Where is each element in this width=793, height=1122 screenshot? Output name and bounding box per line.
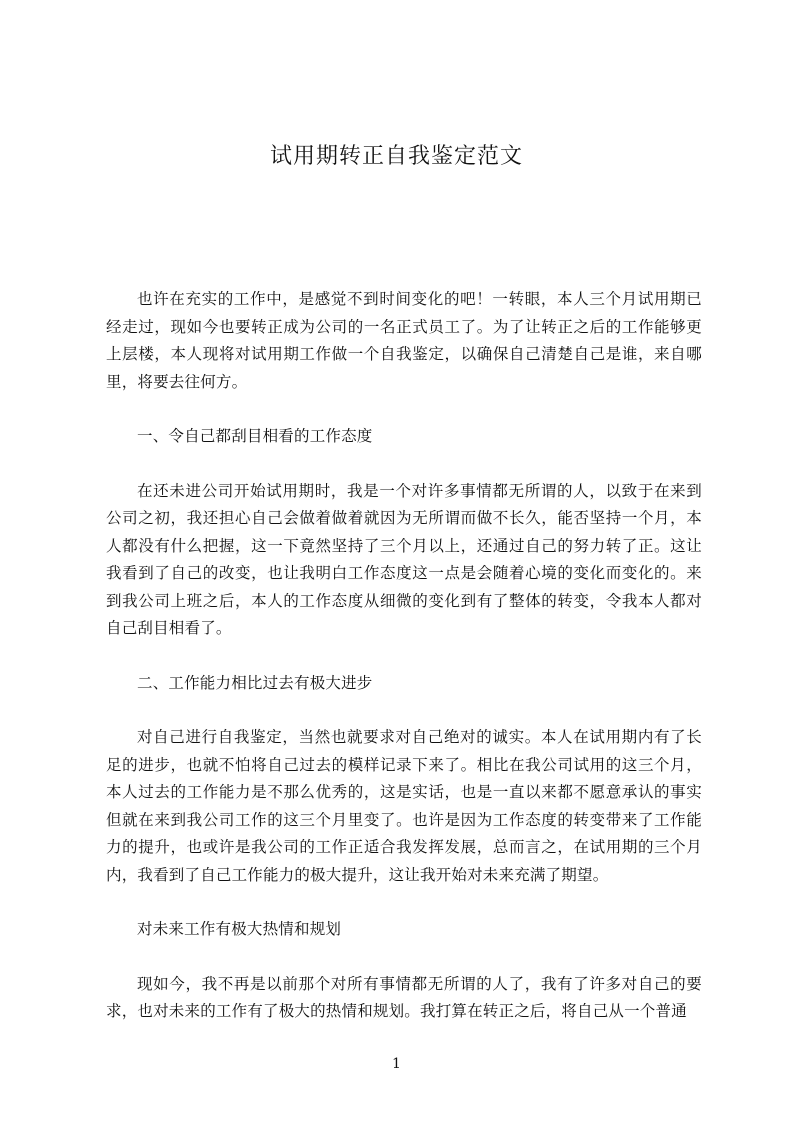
section-heading-work-attitude: 一、令自己都刮目相看的工作态度 (137, 427, 373, 445)
section-paragraph-future-plans: 现如今，我不再是以前那个对所有事情都无所谓的人了，我有了许多对自己的要求，也对未来的工作有了极大的热情和规划。我打算在转正之后，将自己从一个普通 (106, 974, 702, 1020)
page-number: 1 (392, 1056, 401, 1072)
document-title: 试用期转正自我鉴定范文 (269, 144, 523, 169)
section-paragraph-work-attitude: 在还未进公司开始试用期时，我是一个对许多事情都无所谓的人，以致于在来到公司之初，我还担心自己会做着做着就因为无所谓而做不长久，能否坚持一个月，本人都没有什么把握，这一下竟然坚持了三个月以上，还通过自己的努力转了正。这让我看到了自己的改变，也让我明白工作态度这一点是会随着心境的变化而变化的。来到我公司上班之后，本人的工作态度从细微的变化到有了整体的转变，令我本人都对自己刮目相看了。 (106, 481, 702, 637)
document-body (106, 286, 702, 1053)
intro-paragraph: 也许在充实的工作中，是感觉不到时间变化的吧！一转眼，本人三个月试用期已经走过，现如今也要转正成为公司的一名正式员工了。为了让转正之后的工作能够更上层楼，本人现将对试用期工作做一个自我鉴定，以确保自己清楚自己是谁，来自哪里，将要去往何方。 (106, 290, 702, 391)
section-heading-work-ability: 二、工作能力相比过去有极大进步 (137, 673, 373, 692)
section-paragraph-work-ability: 对自己进行自我鉴定，当然也就要求对自己绝对的诚实。本人在试用期内有了长足的进步，也就不怕将自己过去的模样记录下来了。相比在我公司试用的这三个月，本人过去的工作能力是不那么优秀的，这是实话，也是一直以来都不愿意承认的事实但就在来到我公司工作的这三个月里变了。也许是因为工作态度的转变带来了工作能力的提升，也或许是我公司的工作正适合我发挥发展，总而言之，在试用期的三个月内，我看到了自己工作能力的极大提升，这让我开始对未来充满了期望。 (106, 728, 702, 884)
section-heading-future-plans: 对未来工作有极大热情和规划 (137, 920, 342, 938)
